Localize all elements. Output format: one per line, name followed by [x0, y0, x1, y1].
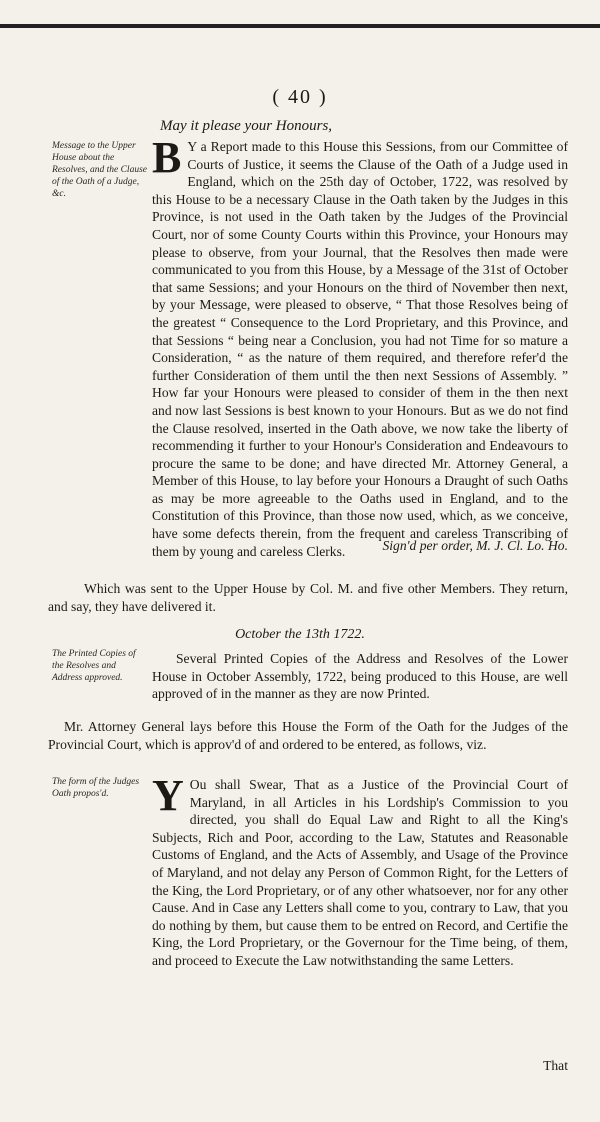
- dropcap-y: Y: [152, 771, 184, 820]
- printed-copies-paragraph: Several Printed Copies of the Address and Resolves of the Lower House in October Assembly, 1722, being produced to this House, are well approved of in the manner as they are now Printed.: [152, 651, 568, 702]
- margin-note-printed-copies: The Printed Copies of the Resolves and Address approved.: [52, 649, 136, 683]
- dropcap-b: B: [152, 133, 182, 182]
- page-number: ( 40 ): [272, 86, 328, 108]
- sent-paragraph: Which was sent to the Upper House by Col. M. and five other Members. They return, and say, they have delivered it.: [48, 581, 568, 614]
- date-heading: October the 13th 1722.: [235, 627, 365, 642]
- catchword: That: [543, 1058, 568, 1073]
- margin-note-form-oath: The form of the Judges Oath propos'd.: [52, 777, 140, 799]
- oath-paragraph-block: [152, 771, 568, 970]
- attorney-paragraph: Mr. Attorney General lays before this House the Form of the Oath for the Judges of the Provincial Court, which is approv'd of and ordered to be entered, as follows, viz.: [48, 719, 568, 752]
- margin-note-message: Message to the Upper House about the Resolves, and the Clause of the Oath of a Judge, &c.: [52, 141, 147, 199]
- oath-paragraph: Ou shall Swear, That as a Justice of the Provincial Court of Maryland, in all Articles in his Lordship's Commission to you directed, you shall do Equal Law and Right to all the King's Subjects, Rich and Poor, according to the Law, Statutes and Reasonable Customs of England, and the Acts of Assembly, and Usage of the Province of Maryland, and not delay any Person of Common Right, for the Letters of the King, the Lord Proprietary, or of any other whatsoever, nor for any other Cause. And in Case any Letters shall come to you, contrary to Law, that you do nothing by them, but cause them to be entred on Record, and Certifie the King, the Lord Proprietary, or the Governour for the Time being, of them, and proceed to Execute the Law notwithstanding the same Letters.: [152, 777, 568, 968]
- message-paragraph: Y a Report made to this House this Sessions, from our Committee of Courts of Justice, it seems the Clause of the Oath of a Judge used in England, which on the 25th day of October, 1722, was resolved by this House to be a necessary Clause in the Oath taken by the Judges in this Province, is not used in the Oath taken by the Judges of the Provincial Court, nor of some County Courts within this Province, your Honours may please to observe, from your Journal, that the Resolves then made were communicated to you from this House, by a Message of the 31st of October that same Sessions; and your Honours on the third of November then next, by your Message, were pleased to observe, “ That those Resolves being of the greatest “ Consequence to the Lord Proprietary, and this Province, and that Sessions “ being near a Conclusion, you had not Time for so mature a Consideration, “ as the nature of them required, and therefore refer'd the further Consideration of them until the then next Sessions of Assembly. ” How far your Honours were pleased to consider of them in the then next and now last Sessions is best known to your Honours. But as we do not find the Clause resolved, inserted in the Oath above, we now take the liberty of recommending it further to your Honour's Consideration and Endeavours to procure the same to be done; and have directed Mr. Attorney General, a Member of this House, to lay before your Honours a Draught of such Oaths as may be more agreeable to the Oaths used in England, and to the Constitution of this Province, than those now used, which, as we conceive, have some defects therein, from the frequent and careless Transcribing of them by young and careless Clerks.: [152, 139, 568, 559]
- message-paragraph-intro: [152, 133, 568, 560]
- signature-line: Sign'd per order, M. J. Cl. Lo. Ho.: [382, 538, 568, 553]
- salutation: May it please your Honours,: [160, 118, 333, 134]
- top-rule: [0, 24, 600, 28]
